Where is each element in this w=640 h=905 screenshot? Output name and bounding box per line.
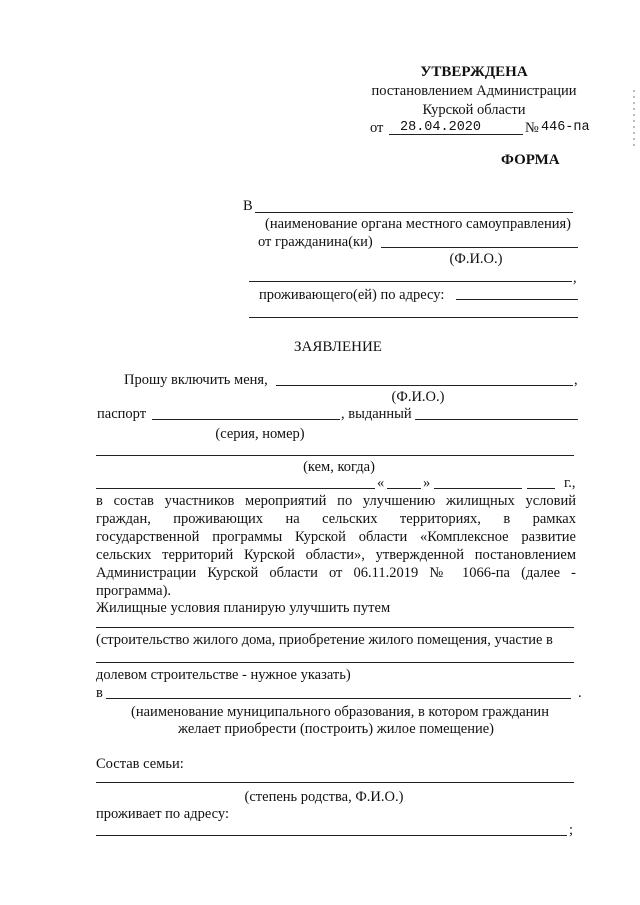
citizen-fio-hint: (Ф.И.О.)	[449, 251, 503, 267]
approval-from-label: от	[370, 120, 384, 136]
approval-line-1: постановлением Администрации	[371, 83, 577, 99]
issued-label: , выданный	[341, 406, 412, 422]
improve-line	[96, 627, 574, 628]
residing-address-line-2	[249, 317, 578, 318]
improve-label: Жилищные условия планирую улучшить путем	[96, 600, 391, 616]
municipal-hint-2: желает приобрести (построить) жилое помещение)	[178, 721, 494, 737]
improve-line-2	[96, 662, 574, 663]
passport-series-line	[152, 419, 340, 420]
family-label: Состав семьи:	[96, 756, 184, 772]
paragraph-line-2: граждан, проживающих на сельских территориях, в рамках	[96, 511, 576, 527]
improve-hint-2: долевом строительстве - нужное указать)	[96, 667, 351, 683]
in-prefix: в	[96, 685, 103, 701]
request-name-line	[276, 385, 573, 386]
paragraph-line-4: сельских территорий Курской области», утвержденной постановлением	[96, 547, 576, 563]
lives-at-line	[96, 835, 567, 836]
municipal-period: .	[578, 685, 582, 701]
residing-address-line	[456, 299, 578, 300]
municipal-line	[106, 698, 571, 699]
issued-by-line	[415, 419, 578, 420]
paragraph-line-5: Администрации Курской области от 06.11.2019 № 1066-па (далее -	[96, 565, 576, 581]
approval-number-label: №	[525, 120, 539, 136]
org-line	[255, 212, 573, 213]
approval-line-2: Курской области	[422, 102, 526, 118]
request-text: Прошу включить меня,	[124, 372, 268, 388]
to-prefix: В	[243, 198, 253, 214]
paragraph-last: программа).	[96, 583, 172, 599]
lives-at-label: проживает по адресу:	[96, 806, 229, 822]
by-whom-hint: (кем, когда)	[303, 459, 375, 475]
lives-at-semicolon: ;	[569, 822, 574, 838]
addressee-comma: ,	[573, 270, 577, 286]
quote-close: »	[423, 475, 431, 491]
citizen-name-line-2	[249, 281, 572, 282]
relation-hint: (степень родства, Ф.И.О.)	[244, 789, 404, 805]
request-fio-hint: (Ф.И.О.)	[391, 389, 445, 405]
approval-number: 446-па	[541, 120, 590, 135]
issue-month-line	[434, 488, 522, 489]
issued-by-line-3	[96, 488, 375, 489]
form-label: ФОРМА	[501, 152, 560, 168]
paragraph-line-1: в состав участников мероприятий по улучшению жилищных условий	[96, 493, 576, 509]
issue-year-line	[527, 488, 555, 489]
from-citizen-label: от гражданина(ки)	[258, 234, 373, 250]
issued-by-line-2	[96, 455, 574, 456]
document-heading: ЗАЯВЛЕНИЕ	[294, 339, 382, 355]
paragraph-line-3: государственной программы Курской области «Комплексное развитие	[96, 529, 576, 545]
citizen-name-line	[381, 247, 578, 248]
issue-day-line	[387, 488, 421, 489]
org-hint: (наименование органа местного самоуправления)	[265, 216, 571, 232]
quote-open: «	[377, 475, 385, 491]
residing-label: проживающего(ей) по адресу:	[259, 287, 445, 303]
request-comma: ,	[574, 372, 578, 388]
year-suffix: г.,	[564, 475, 576, 491]
passport-label: паспорт	[97, 406, 147, 422]
series-hint: (серия, номер)	[215, 426, 305, 442]
municipal-hint-1: (наименование муниципального образования, в котором гражданин	[131, 704, 549, 720]
scan-margin-dots	[633, 90, 635, 150]
approval-date: 28.04.2020	[400, 120, 482, 135]
family-line	[96, 782, 574, 783]
improve-hint-1: (строительство жилого дома, приобретение жилого помещения, участие в	[96, 632, 553, 648]
approval-title: УТВЕРЖДЕНА	[420, 64, 528, 80]
